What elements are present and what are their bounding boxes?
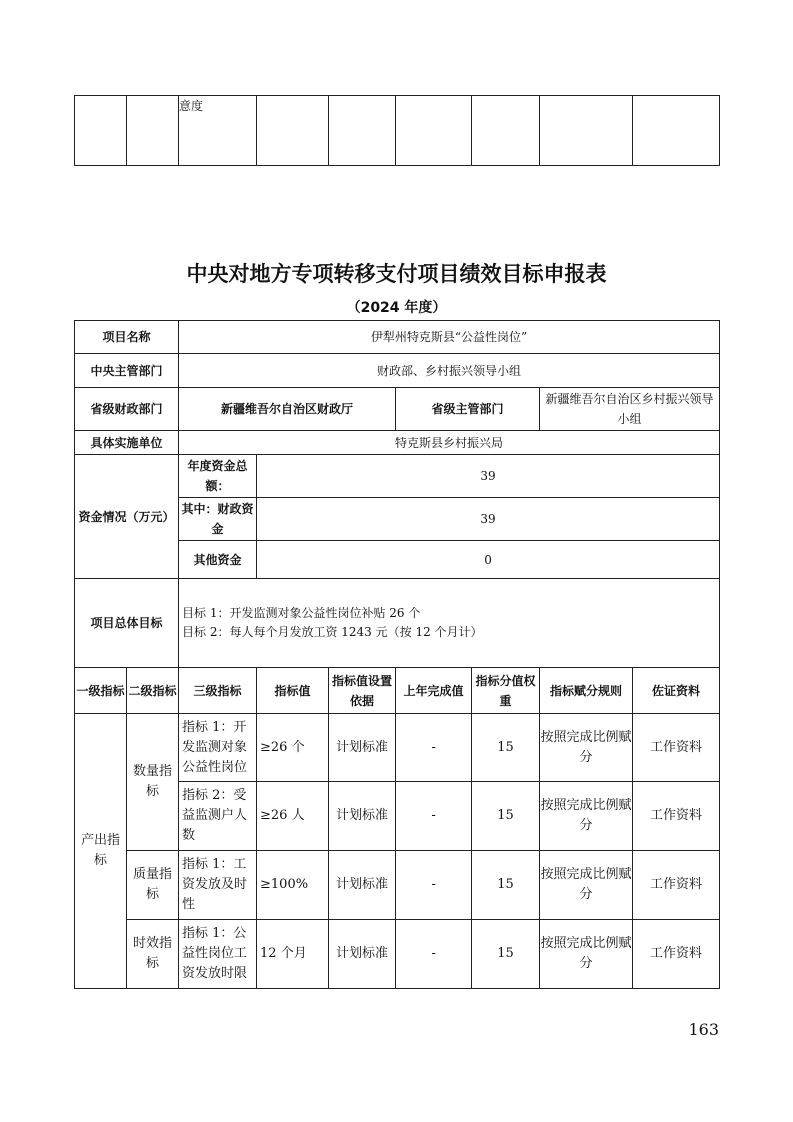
label-funds-other: 其他资金 <box>179 541 257 579</box>
document-title: 中央对地方专项转移支付项目绩效目标申报表 <box>186 262 607 286</box>
level3-cell: 指标 1：工资发放及时性 <box>179 851 257 920</box>
header-value: 指标值 <box>257 668 329 714</box>
fragment-cell <box>472 96 540 166</box>
indicator-weight: 15 <box>472 714 540 782</box>
level1-cell: 产出指标 <box>75 714 127 989</box>
value-funds-total: 39 <box>257 455 720 498</box>
header-level3: 三级指标 <box>179 668 257 714</box>
header-last-year: 上年完成值 <box>396 668 472 714</box>
header-basis: 指标值设置依据 <box>329 668 396 714</box>
indicator-evidence: 工作资料 <box>633 782 720 851</box>
indicator-basis: 计划标准 <box>329 714 396 782</box>
value-funds-fiscal: 39 <box>257 498 720 541</box>
indicator-last-year: - <box>396 714 472 782</box>
row-indicator-headers <box>75 668 720 714</box>
indicator-weight: 15 <box>472 920 540 989</box>
level2-cell: 数量指标 <box>127 714 179 851</box>
value-provincial-dept: 新疆维吾尔自治区乡村振兴领导小组 <box>540 388 720 431</box>
row-funds-total <box>75 455 720 498</box>
label-project-name: 项目名称 <box>75 321 179 354</box>
value-provincial-finance: 新疆维吾尔自治区财政厅 <box>179 388 396 431</box>
indicator-basis: 计划标准 <box>329 782 396 851</box>
fragment-row <box>75 96 720 166</box>
row-provincial <box>75 388 720 431</box>
level3-cell: 指标 1：公益性岗位工资发放时限 <box>179 920 257 989</box>
indicator-value: 12 个月 <box>257 920 329 989</box>
value-overall-goal <box>179 579 720 668</box>
level3-cell: 指标 2：受益监测户人数 <box>179 782 257 851</box>
fragment-cell <box>396 96 472 166</box>
label-provincial-dept: 省级主管部门 <box>396 388 540 431</box>
indicator-rule: 按照完成比例赋分 <box>540 851 633 920</box>
indicator-rule: 按照完成比例赋分 <box>540 782 633 851</box>
row-central-dept <box>75 354 720 388</box>
indicator-basis: 计划标准 <box>329 920 396 989</box>
goal-line: 目标 2：每人每个月发放工资 1243 元（按 12 个月计） <box>182 625 483 639</box>
label-funds-total: 年度资金总额： <box>179 455 257 498</box>
level2-cell: 质量指标 <box>127 851 179 920</box>
indicator-evidence: 工作资料 <box>633 714 720 782</box>
level3-cell: 指标 1：开发监测对象公益性岗位 <box>179 714 257 782</box>
fragment-cell <box>540 96 633 166</box>
value-funds-other: 0 <box>257 541 720 579</box>
goal-line: 目标 1：开发监测对象公益性岗位补贴 26 个 <box>182 606 421 620</box>
indicator-value: ≥100% <box>257 851 329 920</box>
label-implementer: 具体实施单位 <box>75 431 179 455</box>
value-central-dept: 财政部、乡村振兴领导小组 <box>179 354 720 388</box>
fragment-cell <box>127 96 179 166</box>
fragment-cell <box>329 96 396 166</box>
performance-target-table <box>74 320 720 989</box>
indicator-last-year: - <box>396 920 472 989</box>
label-funds-fiscal: 其中：财政资金 <box>179 498 257 541</box>
indicator-weight: 15 <box>472 782 540 851</box>
table-row <box>75 714 720 782</box>
row-overall-goal <box>75 579 720 668</box>
label-funds: 资金情况（万元） <box>75 455 179 579</box>
indicator-rule: 按照完成比例赋分 <box>540 920 633 989</box>
fragment-cell-text: 意度 <box>179 96 257 166</box>
page-number: 163 <box>688 1020 719 1039</box>
indicator-last-year: - <box>396 851 472 920</box>
level2-cell: 时效指标 <box>127 920 179 989</box>
table-row <box>75 851 720 920</box>
header-level1: 一级指标 <box>75 668 127 714</box>
indicator-evidence: 工作资料 <box>633 851 720 920</box>
indicator-last-year: - <box>396 782 472 851</box>
header-rule: 指标赋分规则 <box>540 668 633 714</box>
value-implementer: 特克斯县乡村振兴局 <box>179 431 720 455</box>
table-row <box>75 920 720 989</box>
header-weight: 指标分值权重 <box>472 668 540 714</box>
indicator-basis: 计划标准 <box>329 851 396 920</box>
label-central-dept: 中央主管部门 <box>75 354 179 388</box>
document-subtitle: （2024 年度） <box>346 300 447 316</box>
previous-table-fragment <box>74 95 720 166</box>
fragment-cell <box>75 96 127 166</box>
indicator-value: ≥26 个 <box>257 714 329 782</box>
indicator-evidence: 工作资料 <box>633 920 720 989</box>
row-project-name <box>75 321 720 354</box>
indicator-weight: 15 <box>472 851 540 920</box>
label-provincial-finance: 省级财政部门 <box>75 388 179 431</box>
indicator-rule: 按照完成比例赋分 <box>540 714 633 782</box>
indicator-value: ≥26 人 <box>257 782 329 851</box>
fragment-cell <box>633 96 720 166</box>
fragment-cell <box>257 96 329 166</box>
label-overall-goal: 项目总体目标 <box>75 579 179 668</box>
header-evidence: 佐证资料 <box>633 668 720 714</box>
row-implementer <box>75 431 720 455</box>
value-project-name: 伊犁州特克斯县“公益性岗位” <box>179 321 720 354</box>
header-level2: 二级指标 <box>127 668 179 714</box>
